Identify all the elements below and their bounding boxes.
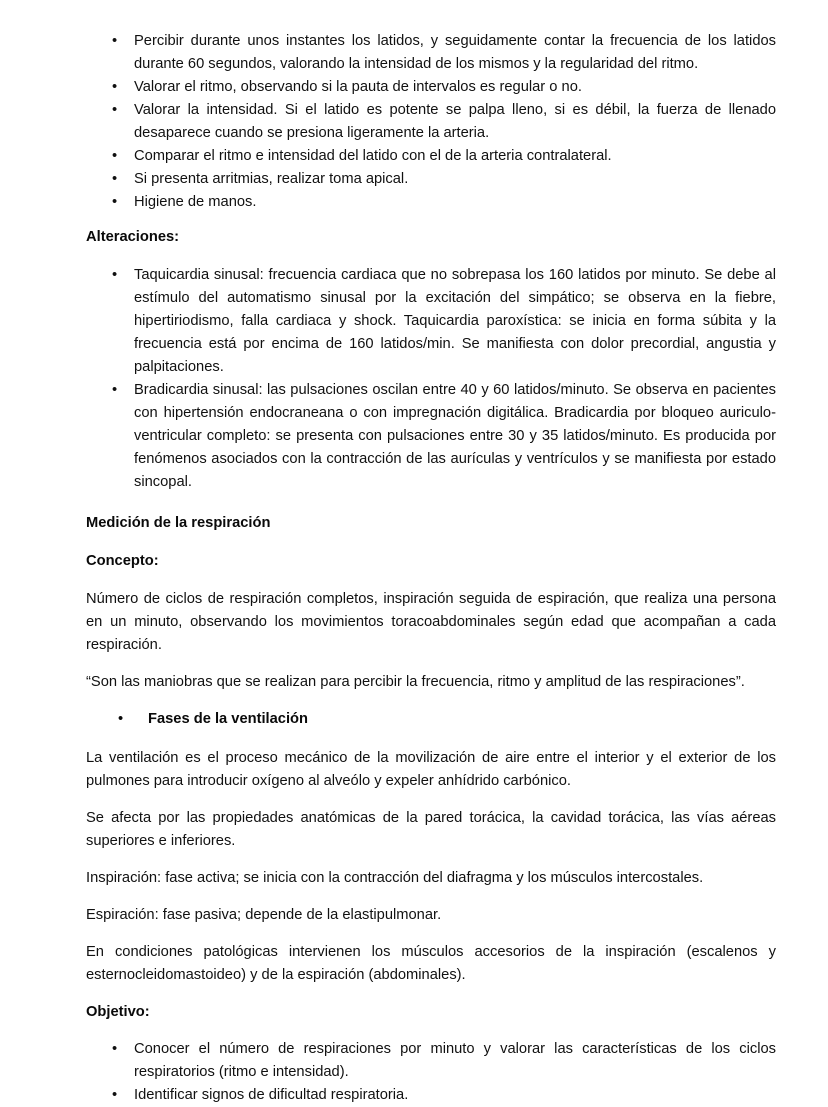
section-heading-medicion-respiracion: Medición de la respiración bbox=[86, 515, 271, 531]
section-heading-objetivo: Objetivo: bbox=[86, 1004, 150, 1020]
fases-bullet-list bbox=[86, 708, 776, 731]
paragraph-concepto-1: Número de ciclos de respiración completos, inspiración seguida de espiración, que realiza una persona en un minuto, observando los movimientos toracoabdominales según edad que acompañan a cada respiración. bbox=[86, 591, 776, 653]
list-item: • Bradicardia sinusal: las pulsaciones oscilan entre 40 y 60 latidos/minuto. Se observa en pacientes con hipertensión endocraneana o con impregnación digitálica. Bradicardia por bloqueo auriculo-ventricular completo: se presenta con pulsaciones entre 30 y 35 latidos/minuto. Es producida por fenómenos asociados con la contracción de las aurículas y ventrículos y se manifiesta por estado sincopal. bbox=[86, 379, 776, 494]
list-item-fases-ventilacion: • Fases de la ventilación bbox=[86, 708, 776, 731]
tecnica-bullet-list bbox=[86, 30, 776, 214]
paragraph-ventilacion-5: En condiciones patológicas intervienen los músculos accesorios de la inspiración (escalenos y esternocleidomastoideo) y de la espiración (abdominales). bbox=[86, 944, 776, 983]
list-item: • Conocer el número de respiraciones por minuto y valorar las características de los ciclos respiratorios (ritmo e intensidad). bbox=[86, 1038, 776, 1084]
list-item: • Valorar la intensidad. Si el latido es potente se palpa lleno, si es débil, la fuerza de llenado desaparece cuando se presiona ligeramente la arteria. bbox=[86, 99, 776, 145]
list-item: • Comparar el ritmo e intensidad del latido con el de la arteria contralateral. bbox=[86, 145, 776, 168]
paragraph-ventilacion-1: La ventilación es el proceso mecánico de la movilización de aire entre el interior y el exterior de los pulmones para introducir oxígeno al alveólo y expeler anhídrido carbónico. bbox=[86, 750, 776, 789]
list-item: • Si presenta arritmias, realizar toma apical. bbox=[86, 168, 776, 191]
section-heading-alteraciones: Alteraciones: bbox=[86, 229, 180, 245]
section-heading-concepto: Concepto: bbox=[86, 553, 159, 569]
paragraph-ventilacion-3: Inspiración: fase activa; se inicia con la contracción del diafragma y los músculos intercostales. bbox=[86, 870, 704, 886]
paragraph-concepto-2: “Son las maniobras que se realizan para percibir la frecuencia, ritmo y amplitud de las respiraciones”. bbox=[86, 674, 745, 690]
paragraph-ventilacion-4: Espiración: fase pasiva; depende de la elastipulmonar. bbox=[86, 907, 442, 923]
list-item: • Percibir durante unos instantes los latidos, y seguidamente contar la frecuencia de los latidos durante 60 segundos, valorando la intensidad de los mismos y la regularidad del ritmo. bbox=[86, 30, 776, 76]
alteraciones-bullet-list bbox=[86, 264, 776, 494]
paragraph-ventilacion-2: Se afecta por las propiedades anatómicas de la pared torácica, la cavidad torácica, las vías aéreas superiores e inferiores. bbox=[86, 810, 776, 849]
document-body bbox=[86, 30, 776, 1107]
list-item: • Valorar el ritmo, observando si la pauta de intervalos es regular o no. bbox=[86, 76, 776, 99]
objetivo-bullet-list bbox=[86, 1038, 776, 1107]
list-item: • Taquicardia sinusal: frecuencia cardiaca que no sobrepasa los 160 latidos por minuto. Se debe al estímulo del automatismo sinusal por la excitación del simpático; se observa en la fiebre, hipertiriodismo, falla cardiaca y shock. Taquicardia paroxística: se inicia en forma súbita y la frecuencia está por encima de 160 latidos/min. Se manifiesta con dolor precordial, angustia y palpitaciones. bbox=[86, 264, 776, 379]
list-item: • Higiene de manos. bbox=[86, 191, 776, 214]
list-item: • Identificar signos de dificultad respiratoria. bbox=[86, 1084, 776, 1107]
